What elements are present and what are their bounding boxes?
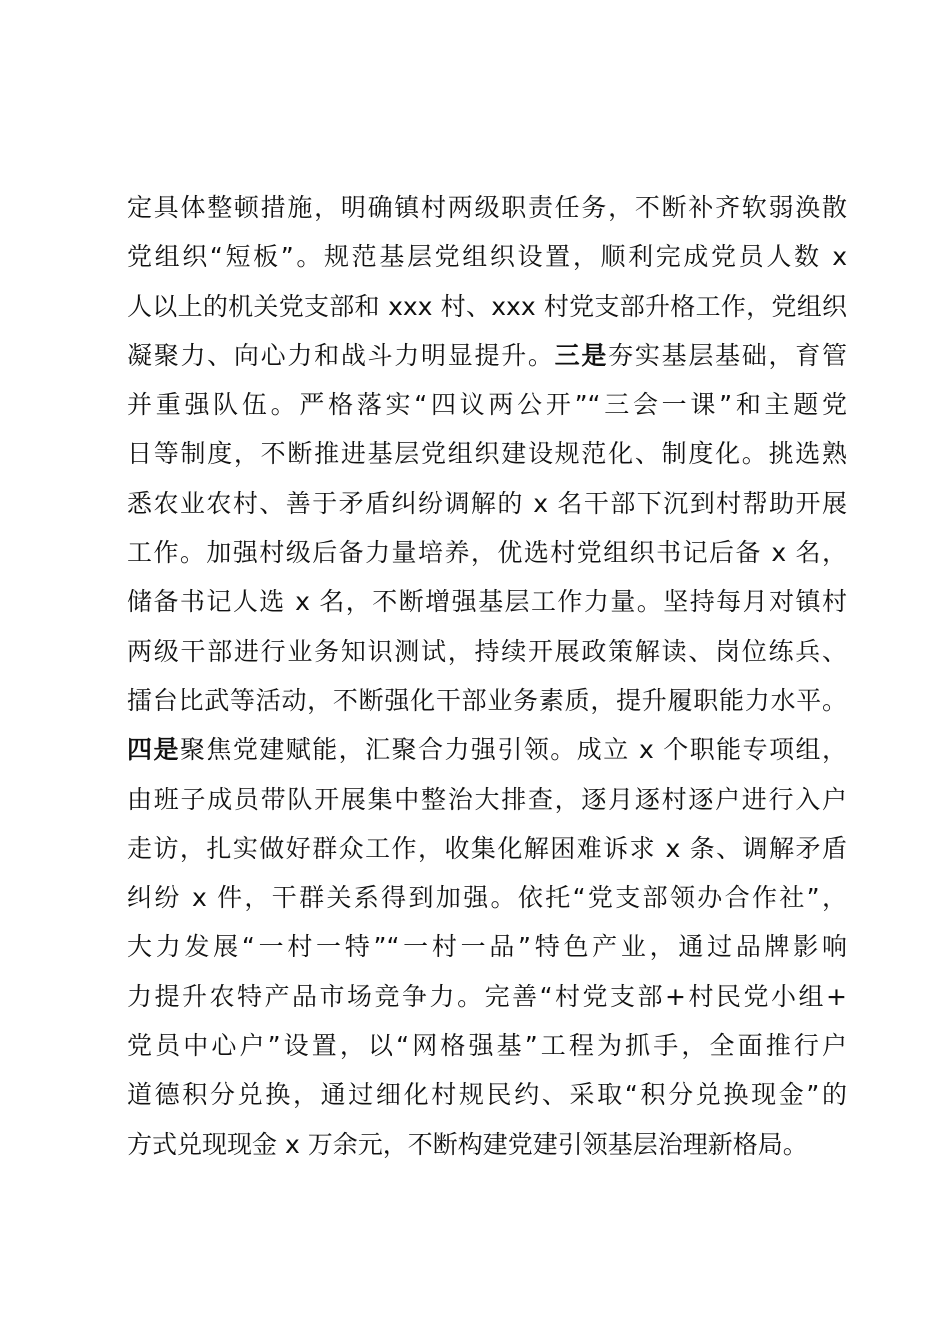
- text-run: 凝聚力、向心力和战斗力明显提升。: [127, 340, 555, 370]
- text-line: [127, 725, 847, 774]
- body-paragraph: [127, 183, 847, 1169]
- text-run: 力提升农特产品市场竞争力。完善“村党支部+村民党小组+: [127, 981, 847, 1011]
- text-run: 党组织“短板”。规范基层党组织设置，顺利完成党员人数 x: [127, 242, 847, 272]
- text-line: [127, 429, 847, 478]
- bold-label: 四是: [127, 735, 180, 765]
- text-run: 聚焦党建赋能，汇聚合力强引领。成立 x 个职能专项组，: [179, 735, 847, 765]
- text-run: 日等制度，不断推进基层党组织建设规范化、制度化。挑选熟: [127, 439, 847, 469]
- text-line: [127, 676, 847, 725]
- text-line: [127, 183, 847, 232]
- text-line: [127, 1070, 847, 1119]
- text-run: 纠纷 x 件，干群关系得到加强。依托“党支部领办合作社”，: [127, 883, 847, 913]
- bold-label: 三是: [554, 340, 609, 370]
- text-line: [127, 922, 847, 971]
- text-line: [127, 824, 847, 873]
- text-run: 两级干部进行业务知识测试，持续开展政策解读、岗位练兵、: [127, 636, 847, 666]
- text-line: [127, 1120, 847, 1169]
- text-run: 工作。加强村级后备力量培养，优选村党组织书记后备 x 名，: [127, 538, 847, 568]
- text-line: [127, 627, 847, 676]
- text-run: 储备书记人选 x 名，不断增强基层工作力量。坚持每月对镇村: [127, 587, 847, 617]
- text-run: 夯实基层基础，育管: [608, 340, 847, 370]
- text-run: 人以上的机关党支部和 xxx 村、xxx 村党支部升格工作，党组织: [127, 291, 847, 321]
- text-run: 方式兑现现金 x 万余元，不断构建党建引领基层治理新格局。: [127, 1129, 808, 1159]
- text-run: 党员中心户”设置，以“网格强基”工程为抓手，全面推行户: [127, 1031, 847, 1061]
- text-run: 并重强队伍。严格落实“四议两公开”“三会一课”和主题党: [127, 390, 847, 420]
- text-line: [127, 380, 847, 429]
- text-run: 擂台比武等活动，不断强化干部业务素质，提升履职能力水平。: [127, 685, 847, 715]
- text-line: [127, 528, 847, 577]
- text-line: [127, 775, 847, 824]
- text-line: [127, 873, 847, 922]
- text-run: 由班子成员带队开展集中整治大排查，逐月逐村逐户进行入户: [127, 784, 847, 814]
- text-run: 定具体整顿措施，明确镇村两级职责任务，不断补齐软弱涣散: [127, 193, 847, 222]
- text-line: [127, 1021, 847, 1070]
- text-run: 悉农业农村、善于矛盾纠纷调解的 x 名干部下沉到村帮助开展: [127, 488, 847, 518]
- text-run: 道德积分兑换，通过细化村规民约、采取“积分兑换现金”的: [127, 1080, 847, 1110]
- text-line: [127, 972, 847, 1021]
- text-line: [127, 479, 847, 528]
- text-line: [127, 577, 847, 626]
- text-line: [127, 331, 847, 380]
- text-run: 大力发展“一村一特”“一村一品”特色产业，通过品牌影响: [127, 932, 847, 962]
- text-line: [127, 232, 847, 281]
- text-line: [127, 282, 847, 331]
- text-run: 走访，扎实做好群众工作，收集化解困难诉求 x 条、调解矛盾: [127, 833, 847, 863]
